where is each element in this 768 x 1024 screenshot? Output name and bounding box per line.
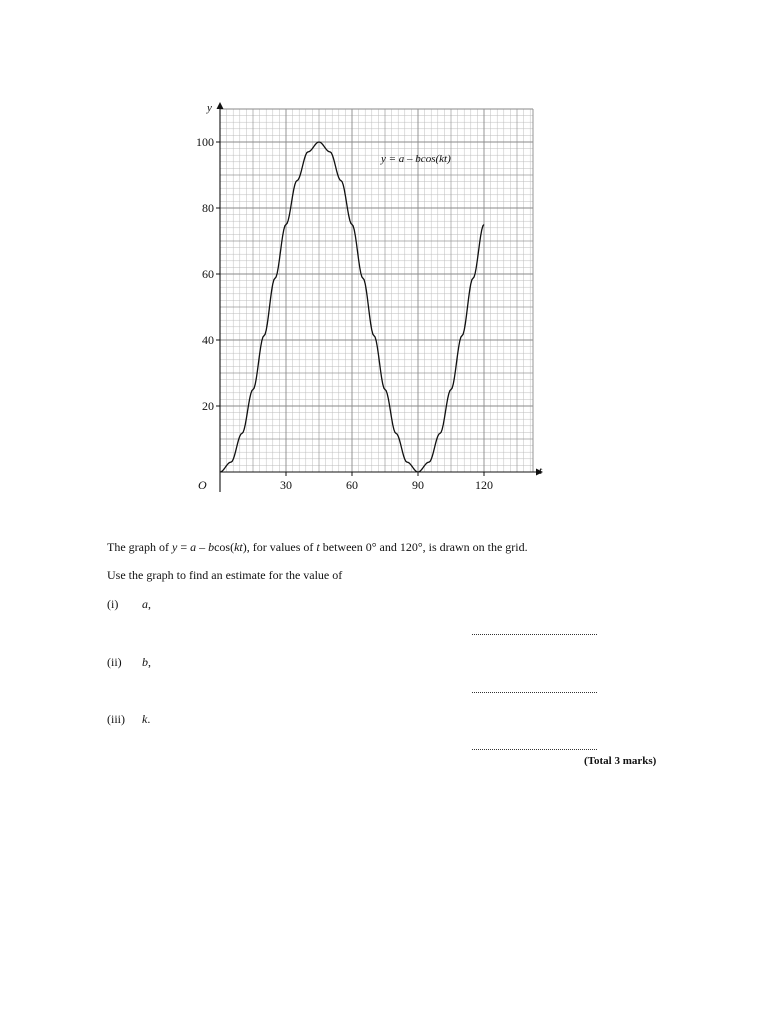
part-variable: k bbox=[142, 712, 148, 726]
intro-text-6: between 0° and 120°, is drawn on the grid. bbox=[319, 540, 528, 554]
curve-annotation: y = a – bcos(kt) bbox=[381, 153, 451, 165]
part-iii bbox=[107, 712, 150, 727]
intro-var-a: a bbox=[190, 540, 197, 554]
part-i bbox=[107, 597, 151, 612]
part-punct: , bbox=[148, 597, 151, 611]
intro-text-1: The graph of bbox=[107, 540, 172, 554]
grid-mid-lines bbox=[220, 109, 533, 472]
x-tick-label: 90 bbox=[412, 478, 424, 492]
intro-var-kt: kt bbox=[234, 540, 243, 554]
x-tick-label: 30 bbox=[280, 478, 292, 492]
y-axis-arrow bbox=[217, 102, 224, 109]
intro-text-5: ), for values of bbox=[242, 540, 317, 554]
total-marks: (Total 3 marks) bbox=[584, 755, 657, 767]
part-variable: a bbox=[142, 597, 148, 611]
question-intro bbox=[107, 540, 528, 555]
y-axis-label: y bbox=[207, 102, 212, 114]
grid-major-lines bbox=[220, 109, 533, 472]
part-ii bbox=[107, 655, 151, 670]
intro-var-t: t bbox=[316, 540, 320, 554]
y-tick-label: 60 bbox=[202, 267, 214, 281]
chart-text bbox=[198, 102, 543, 492]
axes bbox=[217, 102, 544, 492]
intro-var-y: y bbox=[171, 540, 178, 554]
origin-label: O bbox=[198, 478, 207, 492]
part-punct: , bbox=[148, 655, 151, 669]
answer-line-iii[interactable] bbox=[472, 749, 597, 750]
part-number: (i) bbox=[107, 597, 119, 611]
part-variable: b bbox=[142, 655, 148, 669]
intro-text-2: = bbox=[177, 540, 191, 554]
x-tick-label: 60 bbox=[346, 478, 358, 492]
y-tick-label: 100 bbox=[196, 135, 214, 149]
x-tick-label: 120 bbox=[475, 478, 493, 492]
part-number: (iii) bbox=[107, 712, 125, 726]
intro-text-4: cos( bbox=[214, 540, 235, 554]
intro-text-3: – bbox=[196, 540, 209, 554]
intro-var-b: b bbox=[208, 540, 215, 554]
question-instruction: Use the graph to find an estimate for the value of bbox=[107, 568, 343, 582]
answer-line-i[interactable] bbox=[472, 634, 597, 635]
part-punct: . bbox=[147, 712, 151, 726]
answer-line-ii[interactable] bbox=[472, 692, 597, 693]
y-tick-label: 80 bbox=[202, 201, 214, 215]
x-axis-label: t bbox=[539, 465, 543, 477]
grid-minor-lines bbox=[220, 109, 533, 472]
y-tick-label: 20 bbox=[202, 399, 214, 413]
y-tick-label: 40 bbox=[202, 333, 214, 347]
part-number: (ii) bbox=[107, 655, 122, 669]
